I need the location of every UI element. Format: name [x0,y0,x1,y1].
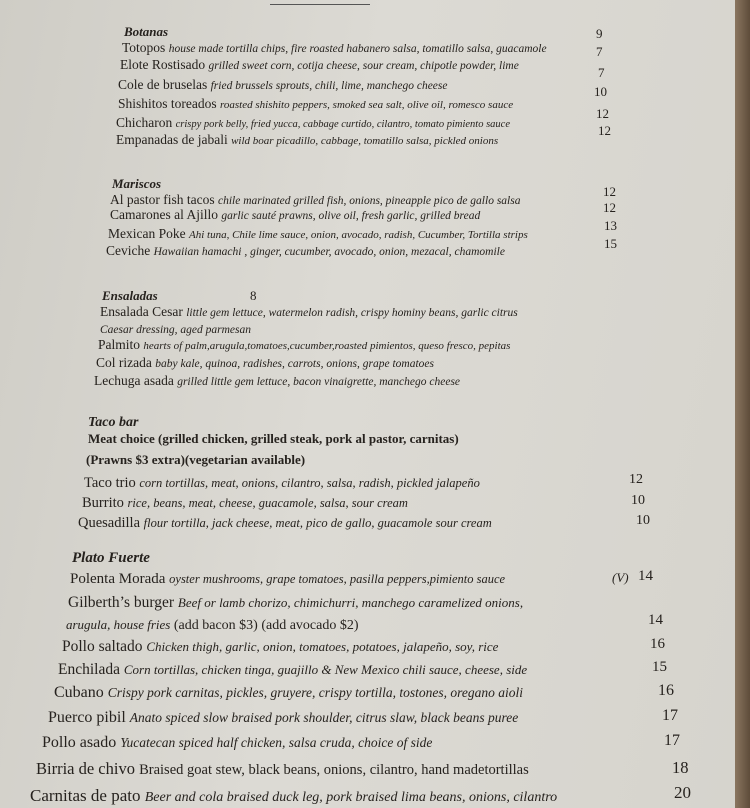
item-price: 7 [598,65,605,80]
item-price: 10 [594,84,607,99]
menu-item-ceviche [106,243,505,259]
item-name: Al pastor fish tacos [110,192,215,207]
item-price: 17 [662,707,678,724]
menu-item-elote [120,57,519,73]
section-title-plato-fuerte: Plato Fuerte [72,550,150,566]
section-title-ensaladas: Ensaladas [102,288,158,303]
menu-item-mexican-poke [108,226,528,242]
section-price-ensaladas: 8 [250,288,257,303]
menu-item-enchilada [58,661,527,679]
item-name: Empanadas de jabali [116,132,228,147]
item-price: 17 [664,732,680,749]
menu-item-pollo-asado [42,734,432,752]
item-name: Puerco pibil [48,709,126,726]
menu-item-cubano [54,684,523,702]
header-fragment [270,0,370,5]
item-name: Gilberth’s burger [68,594,175,611]
item-description: garlic sauté prawns, olive oil, fresh garlic, grilled bread [221,210,481,222]
item-description: Beef or lamb chorizo, chimichurri, manchego caramelized onions, [177,595,524,610]
item-price: 12 [598,123,611,138]
item-price: 13 [604,218,617,233]
menu-item-quesadilla [78,515,492,532]
menu-item-ensalada-cesar [100,304,518,320]
item-name: Totopos [122,40,166,55]
item-name: Cole de bruselas [118,77,208,92]
item-name: Ceviche [106,243,151,258]
menu-item-palmito [98,337,510,353]
item-price: 12 [603,184,616,199]
section-title-taco-bar: Taco bar [88,415,139,430]
item-description: flour tortilla, jack cheese, meat, pico de gallo, guacamole sour cream [143,516,492,530]
item-description: Caesar dressing, aged parmesan [100,324,251,336]
item-name: Mexican Poke [108,226,186,241]
item-description: corn tortillas, meat, onions, cilantro, salsa, radish, pickled jalapeño [139,476,480,490]
item-name: Birria de chivo [36,759,135,778]
item-description: Braised goat stew, black beans, onions, cilantro, hand madetortillas [139,762,529,778]
item-name: Enchilada [58,661,120,678]
item-description: Chicken thigh, garlic, onion, tomatoes, potatoes, jalapeño, soy, rice [146,639,499,654]
item-description: rice, beans, meat, cheese, guacamole, salsa, sour cream [127,496,408,510]
item-price: 16 [650,636,665,652]
menu-item-shishitos [118,96,513,112]
item-price: 20 [674,783,691,802]
item-description: baby kale, quinoa, radishes, carrots, onions, grape tomatoes [155,358,434,370]
item-price: 14 [638,568,653,584]
menu-item-pollo-saltado [62,638,498,656]
item-description: fried brussels sprouts, chili, lime, manchego cheese [210,80,448,92]
item-name: Palmito [98,337,141,352]
item-price: 14 [648,612,663,628]
menu-item-lechuga-asada [94,373,460,389]
item-price: 15 [652,659,667,675]
item-name: Carnitas de pato [30,786,141,805]
item-description: roasted shishito peppers, smoked sea salt, olive oil, romesco sauce [220,99,514,111]
menu-item-camarones [110,207,480,223]
meat-choice-note: Meat choice (grilled chicken, grilled steak, pork al pastor, carnitas) [88,431,459,446]
item-name: Ensalada Cesar [100,304,183,319]
item-name: Chicharon [116,115,173,130]
item-description: crispy pork belly, fried yucca, cabbage curtido, cilantro, tomato pimiento sauce [175,119,510,130]
menu-item-chicharon [116,115,510,131]
item-price: 18 [672,758,689,777]
item-price: 10 [631,493,645,508]
menu-item-col-rizada [96,355,434,371]
item-price: 12 [596,106,609,121]
item-name: Cubano [54,684,104,701]
item-description: Corn tortillas, chicken tinga, guajillo & New Mexico chili sauce, cheese, side [123,662,528,677]
item-price: 12 [603,200,616,215]
item-description: Beer and cola braised duck leg, pork braised lima beans, onions, cilantro [144,790,558,805]
item-name: Pollo saltado [62,638,143,655]
item-name: Burrito [82,495,124,511]
item-description: grilled sweet corn, cotija cheese, sour cream, chipotle powder, lime [208,60,519,72]
section-title-botanas: Botanas [124,24,169,39]
item-description: oyster mushrooms, grape tomatoes, pasilla peppers,pimiento sauce [169,572,506,586]
menu-item-cole-de-bruselas [118,77,448,93]
item-price: 12 [629,472,643,487]
prawns-note: (Prawns $3 extra)(vegetarian available) [86,452,306,467]
item-description: Anato spiced slow braised pork shoulder, citrus slaw, black beans puree [129,710,519,725]
item-price: 16 [658,682,674,699]
menu-item-al-pastor-fish-tacos [110,192,520,208]
item-price: 7 [596,44,603,59]
item-description: Crispy pork carnitas, pickles, gruyere, crispy tortilla, tostones, oregano aioli [107,685,523,700]
menu-item-gilberths-burger-cont [66,617,359,634]
item-description: hearts of palm,arugula,tomatoes,cucumber,roasted pimientos, queso fresco, pepitas [143,340,511,352]
item-description: house made tortilla chips, fire roasted habanero salsa, tomatillo salsa, guacamole [168,43,547,55]
item-description: grilled little gem lettuce, bacon vinaigrette, manchego cheese [177,376,461,388]
menu-item-taco-trio [84,475,480,492]
menu-item-empanadas [116,132,498,148]
section-title-mariscos: Mariscos [112,176,162,191]
item-description: wild boar picadillo, cabbage, tomatillo salsa, pickled onions [231,135,499,147]
item-name: Taco trio [84,475,136,491]
menu-item-carnitas-de-pato [30,786,557,806]
item-name: Quesadilla [78,515,141,531]
item-description: chile marinated grilled fish, onions, pineapple pico de gallo salsa [217,195,521,207]
item-price: 10 [636,513,650,528]
item-description: arugula, house fries [66,617,171,632]
item-name: Col rizada [96,355,152,370]
item-description: Yucatecan spiced half chicken, salsa cruda, choice of side [120,735,433,750]
menu-item-polenta-morada [70,571,505,588]
item-name: Lechuga asada [94,373,174,388]
item-description: Ahi tuna, Chile lime sauce, onion, avocado, radish, Cucumber, Tortilla strips [188,229,528,241]
item-name: Shishitos toreados [118,96,217,111]
item-name: Pollo asado [42,734,117,751]
item-name: Polenta Morada [70,571,166,587]
table-edge [735,0,750,808]
item-description: little gem lettuce, watermelon radish, crispy hominy beans, garlic citrus [186,307,518,319]
menu-item-burrito [82,495,408,512]
item-price: 15 [604,236,617,251]
menu-item-gilberths-burger [68,594,523,612]
item-name: Camarones al Ajillo [110,207,218,222]
menu-item-birria-de-chivo [36,759,529,779]
item-name: Elote Rostisado [120,57,206,72]
item-description: Hawaiian hamachi , ginger, cucumber, avocado, onion, mezacal, chamomile [153,246,505,258]
item-tag: (V) [612,570,629,585]
menu-item-puerco-pibil [48,709,518,727]
menu-item-totopos [122,40,547,56]
menu-item-ensalada-cesar-cont [100,321,251,337]
item-price: 9 [596,26,603,41]
item-addons: (add bacon $3) (add avocado $2) [170,618,359,633]
